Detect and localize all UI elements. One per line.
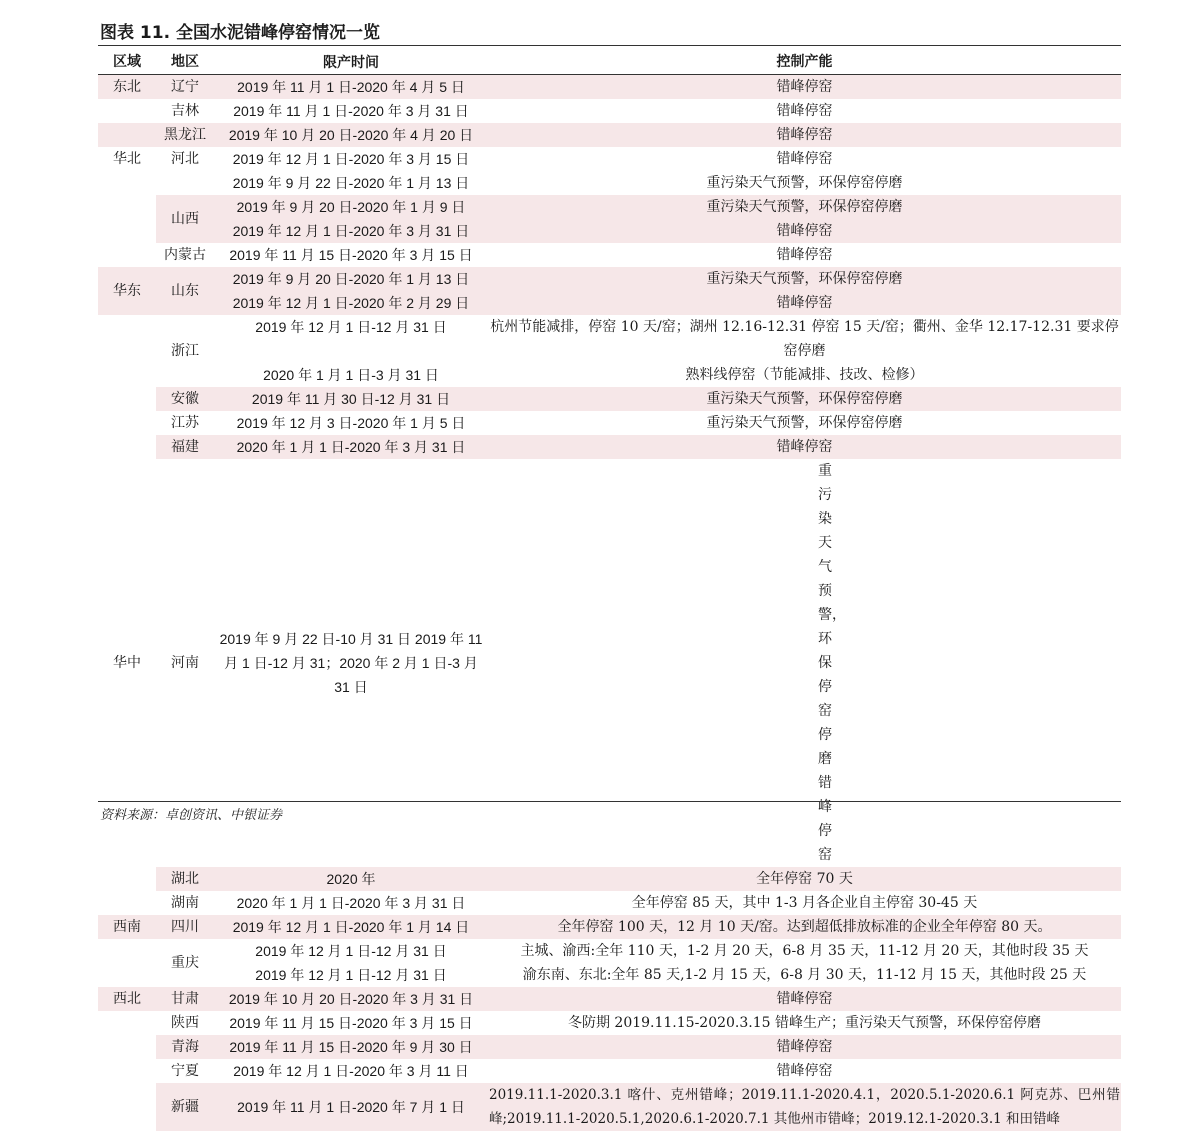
region-cell [98,219,156,243]
region-cell [98,939,156,987]
province-cell: 内蒙古 [164,247,206,263]
province-cell: 山东 [171,283,199,299]
table-row [98,411,1121,435]
province-cell: 山西 [171,211,199,227]
header-region: 区域 [113,54,141,70]
measure-cell: 错峰停窑 [776,247,833,263]
header-province: 地区 [171,54,199,70]
province-cell: 辽宁 [171,79,199,95]
measure-cell: 错峰停窑 [776,103,833,119]
province-cell: 陕西 [171,1015,199,1031]
measure-cell: 错峰停窑 [776,79,833,95]
header-period: 限产时间 [323,54,379,70]
province-cell: 河北 [171,151,199,167]
table-row [98,171,1121,195]
table-row [98,363,1121,387]
period-cell: 2019 年 12 月 1 日-12 月 31 日 [255,943,447,959]
region-cell [98,99,156,123]
table-row [98,1011,1121,1035]
province-cell: 甘肃 [171,991,199,1007]
measure-cell: 杭州节能减排，停窑 10 天/窑；湖州 12.16-12.31 停窑 15 天/窑；衢州、金华 12.17-12.31 要求停窑停磨 [490,319,1119,359]
period-cell: 2019 年 12 月 1 日-2020 年 3 月 31 日 [232,223,470,239]
measure-cell: 冬防期 2019.11.15-2020.3.15 错峰生产；重污染天气预警，环保停窑停磨 [567,1015,1042,1031]
province-cell: 黑龙江 [164,127,206,143]
measure-cell: 重污染天气预警，环保停窑停磨 [706,175,903,191]
province-cell: 宁夏 [171,1063,199,1079]
table-row [98,243,1121,267]
table-row [98,435,1121,459]
measure-cell: 重污染天气预警，环保停窑停磨 [706,415,903,431]
measure-cell: 重污染天气预警，环保停窑停磨 [706,391,903,407]
table-row [98,1035,1121,1059]
province-cell: 江苏 [171,415,199,431]
period-cell: 2019 年 11 月 30 日-12 月 31 日 [251,391,451,407]
region-cell [98,123,156,147]
region-cell [98,195,156,219]
province-cell: 福建 [171,439,199,455]
table-row [98,987,1121,1011]
table-row [98,219,1121,243]
region-cell [98,435,156,459]
province-cell: 青海 [171,1039,199,1055]
header-measure: 控制产能 [776,54,833,70]
table-row [98,315,1121,363]
table-row [98,1083,1121,1131]
period-cell: 2020 年 1 月 1 日-3 月 31 日 [263,367,439,383]
measure-cell: 错峰停窑 [776,223,833,239]
region-cell [98,867,156,891]
table-row [98,99,1121,123]
table-row [98,267,1121,291]
period-cell: 2019 年 11 月 1 日-2020 年 4 月 5 日 [237,79,465,95]
period-cell: 2019 年 9 月 22 日-2020 年 1 月 13 日 [232,175,470,191]
region-cell [98,891,156,915]
source-note: 资料来源：卓创资讯、中银证券 [100,808,283,823]
period-cell: 2019 年 12 月 1 日-2020 年 3 月 15 日 [232,151,470,167]
region-cell [98,1059,156,1083]
measure-cell: 重污染天气预警，环保停窑停磨 错峰停窑 [818,463,846,863]
measure-cell: 重污染天气预警，环保停窑停磨 [706,199,903,215]
province-cell [156,171,214,195]
measure-cell: 错峰停窑 [776,1039,833,1055]
region-cell [98,1083,156,1131]
period-cell: 2019 年 10 月 20 日-2020 年 3 月 31 日 [228,991,474,1007]
period-cell: 2019 年 12 月 1 日-2020 年 2 月 29 日 [232,295,470,311]
table-row [98,195,1121,219]
province-cell: 湖北 [171,871,199,887]
period-cell: 2019 年 12 月 1 日-12 月 31 日 [255,319,447,335]
period-cell: 2019 年 12 月 1 日-2020 年 1 月 14 日 [232,919,470,935]
table-row [98,1059,1121,1083]
province-cell: 安徽 [171,391,199,407]
measure-cell: 错峰停窑 [776,439,833,455]
province-cell: 四川 [171,919,199,935]
measure-cell: 渝东南、东北:全年 85 天,1-2 月 15 天，6-8 月 30 天，11-12 月 15 天，其他时段 25 天 [522,967,1087,983]
province-cell: 河南 [171,655,199,671]
period-cell: 2019 年 12 月 1 日-12 月 31 日 [255,967,447,983]
period-cell: 2019 年 11 月 15 日-2020 年 3 月 15 日 [229,1015,473,1031]
region-cell: 西北 [113,991,141,1007]
measure-cell: 错峰停窑 [776,1063,833,1079]
province-cell: 湖南 [171,895,199,911]
measure-cell: 重污染天气预警，环保停窑停磨 [706,271,903,287]
period-cell: 2019 年 9 月 20 日-2020 年 1 月 13 日 [232,271,470,287]
region-cell: 东北 [113,79,141,95]
province-cell: 重庆 [171,955,199,971]
period-cell: 2020 年 1 月 1 日-2020 年 3 月 31 日 [236,895,466,911]
measure-cell: 主城、渝西:全年 110 天，1-2 月 20 天，6-8 月 35 天，11-12 月 20 天，其他时段 35 天 [520,943,1089,959]
period-cell: 2020 年 1 月 1 日-2020 年 3 月 31 日 [236,439,466,455]
measure-cell: 熟料线停窑（节能减排、技改、检修） [685,367,924,383]
region-cell [98,243,156,267]
measure-cell: 错峰停窑 [776,151,833,167]
table-row [98,147,1121,171]
measure-cell: 2019.11.1-2020.3.1 喀什、克州错峰；2019.11.1-2020.4.1，2020.5.1-2020.6.1 阿克苏、巴州错峰;2019.11.1-2020.5.1,2020.6.1-2020.7.1 其他州市错峰；2019.12.1-2020.3.1 和田错峰 [489,1087,1120,1127]
table-row [98,915,1121,939]
figure-title: 图表 11. 全国水泥错峰停窑情况一览 [100,23,380,43]
province-cell: 浙江 [171,343,199,359]
measure-cell: 全年停窑 100 天，12 月 10 天/窑。达到超低排放标准的企业全年停窑 80 天。 [557,919,1052,935]
cement-shutdown-table [98,50,1121,1131]
period-cell: 2019 年 12 月 1 日-2020 年 3 月 11 日 [233,1063,469,1079]
period-cell: 2019 年 11 月 15 日-2020 年 9 月 30 日 [229,1039,473,1055]
region-cell: 西南 [113,919,141,935]
region-cell [98,1011,156,1035]
province-cell: 吉林 [171,103,199,119]
region-cell [98,387,156,411]
table-row [98,939,1121,963]
table-row [98,123,1121,147]
table-bottom-rule [98,801,1121,802]
measure-cell: 错峰停窑 [776,295,833,311]
period-cell: 2020 年 [326,871,376,887]
measure-cell: 全年停窑 85 天，其中 1-3 月各企业自主停窑 30-45 天 [631,895,978,911]
title-rule [98,45,1121,46]
table-row [98,291,1121,315]
period-cell: 2019 年 9 月 22 日-10 月 31 日 2019 年 11 月 1 日-12 月 31；2020 年 2 月 1 日-3 月 31 日 [219,631,483,695]
measure-cell: 错峰停窑 [776,991,833,1007]
table-row [98,963,1121,987]
table-row [98,891,1121,915]
region-cell [98,315,156,387]
region-cell [98,411,156,435]
period-cell: 2019 年 11 月 1 日-2020 年 7 月 1 日 [237,1099,465,1115]
period-cell: 2019 年 9 月 20 日-2020 年 1 月 9 日 [236,199,466,215]
period-cell: 2019 年 10 月 20 日-2020 年 4 月 20 日 [228,127,474,143]
period-cell: 2019 年 12 月 3 日-2020 年 1 月 5 日 [236,415,466,431]
table-row [98,867,1121,891]
province-cell: 新疆 [171,1099,199,1115]
table-header-row [98,50,1121,75]
measure-cell: 全年停窑 70 天 [756,871,853,887]
region-cell: 华东 [113,283,141,299]
region-cell [98,1035,156,1059]
table-row [98,387,1121,411]
region-cell: 华中 [113,655,141,671]
region-cell [98,171,156,195]
period-cell: 2019 年 11 月 1 日-2020 年 3 月 31 日 [233,103,469,119]
table-row [98,75,1121,100]
period-cell: 2019 年 11 月 15 日-2020 年 3 月 15 日 [229,247,473,263]
measure-cell: 错峰停窑 [776,127,833,143]
region-cell: 华北 [113,151,141,167]
